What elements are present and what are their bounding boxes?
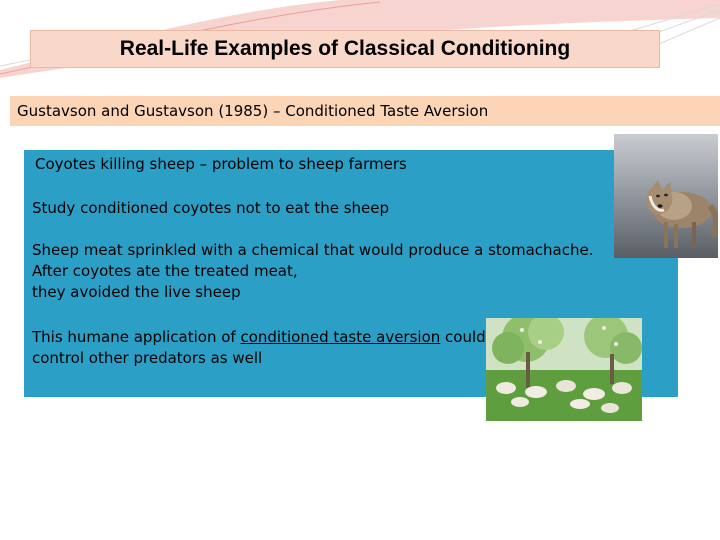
slide-subtitle: Gustavson and Gustavson (1985) – Conditioned Taste Aversion — [17, 102, 489, 120]
paragraph-method — [32, 240, 593, 303]
method-line-2: After coyotes ate the treated meat, — [32, 262, 298, 280]
subtitle-bar — [10, 96, 720, 126]
application-suffix: could — [440, 328, 486, 346]
method-line-1: Sheep meat sprinkled with a chemical that would produce a stomachache. — [32, 241, 594, 259]
slide-title-box — [30, 30, 660, 68]
method-line-3: they avoided the live sheep — [32, 283, 241, 301]
paragraph-coyotes-problem: Coyotes killing sheep – problem to sheep farmers — [35, 155, 407, 173]
paragraph-application — [32, 327, 486, 369]
application-line-2: control other predators as well — [32, 349, 263, 367]
application-prefix: This humane application of — [32, 328, 241, 346]
slide-title: Real-Life Examples of Classical Conditioning — [119, 37, 571, 60]
conditioned-taste-aversion-link[interactable]: conditioned taste aversion — [240, 328, 441, 346]
sheep-in-orchard-photo — [486, 318, 642, 421]
coyote-photo — [614, 134, 718, 258]
paragraph-study: Study conditioned coyotes not to eat the sheep — [32, 199, 390, 217]
